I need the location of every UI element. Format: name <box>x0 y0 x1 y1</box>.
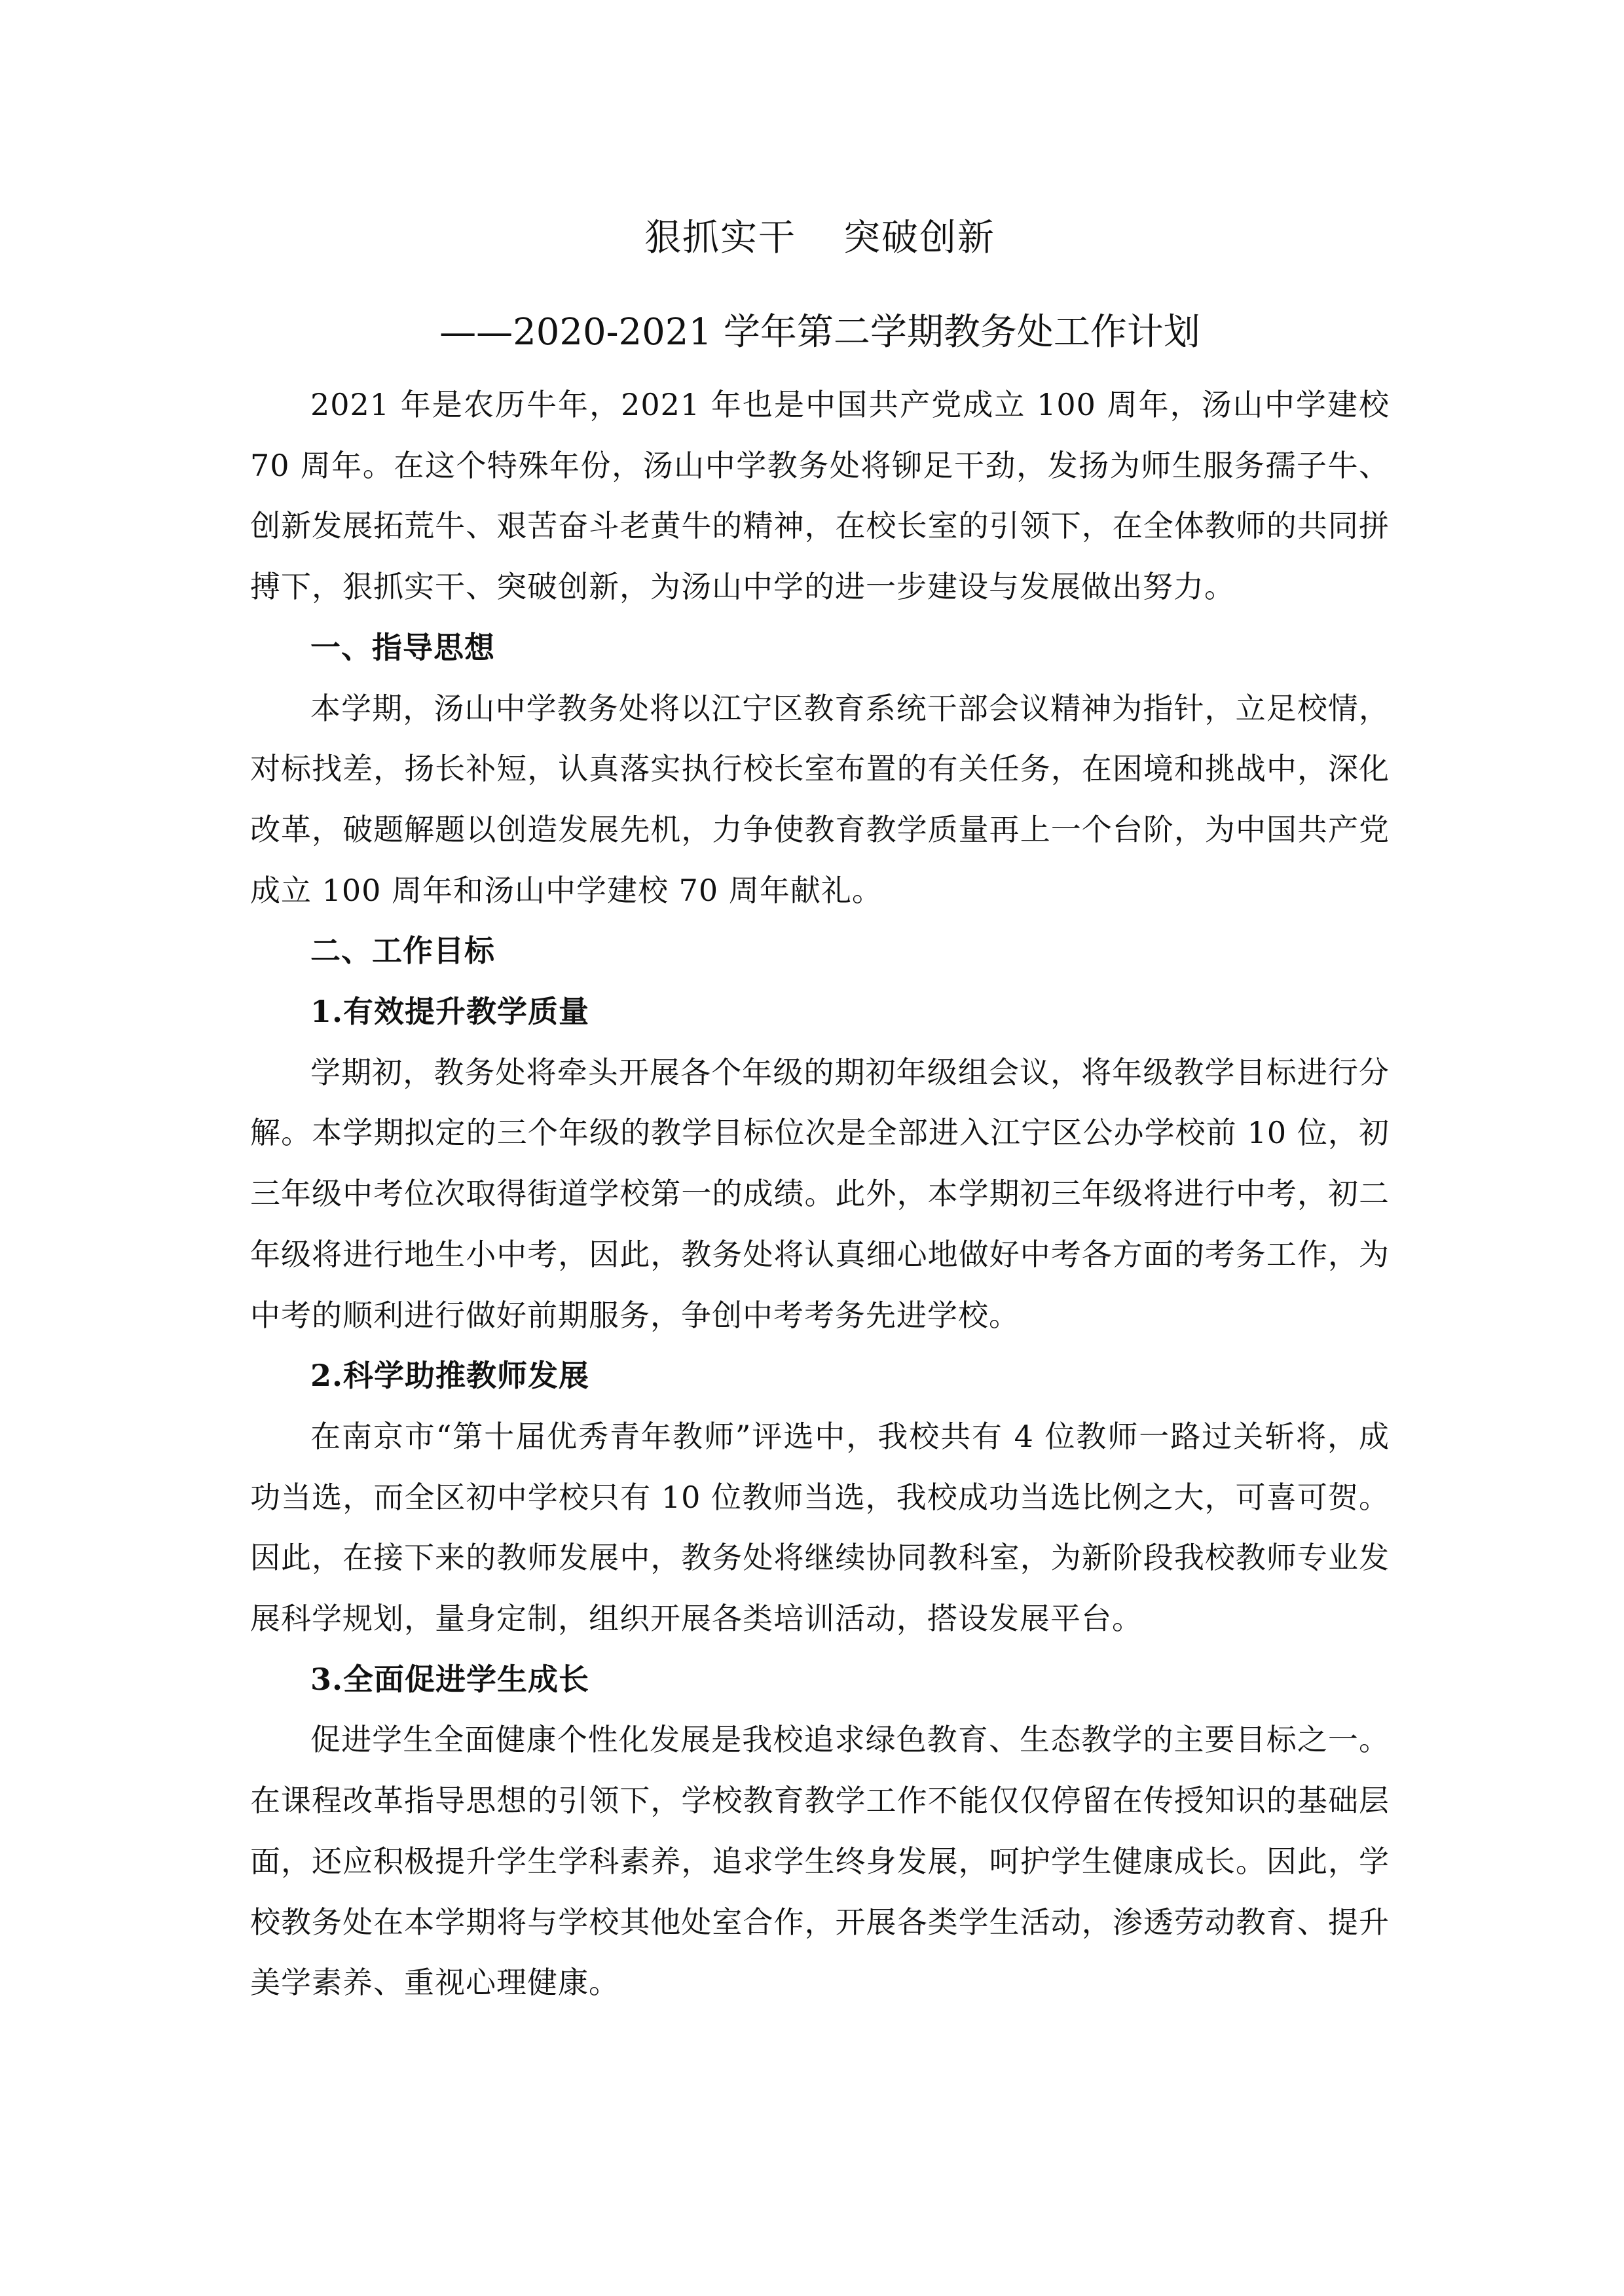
title-part-1: 狠抓实干 <box>644 217 796 259</box>
document-subtitle: ——2020-2021 学年第二学期教务处工作计划 <box>439 311 1200 354</box>
goal-3-paragraph: 促进学生全面健康个性化发展是我校追求绿色教育、生态教学的主要目标之一。在课程改革指导思想的引领下，学校教育教学工作不能仅仅停留在传授知识的基础层面，还应积极提升学生学科素养，追求学生终身发展，呵护学生健康成长。因此，学校教务处在本学期将与学校其他处室合作，开展各类学生活动，渗透劳动教育、提升美学素养、重视心理健康。 <box>250 1722 1390 2001</box>
subheading-goal-3: 3.全面促进学生成长 <box>310 1661 590 1697</box>
subheading-goal-1: 1.有效提升教学质量 <box>310 994 590 1030</box>
document-title <box>250 208 1390 268</box>
guiding-paragraph: 本学期，汤山中学教务处将以江宁区教育系统干部会议精神为指针，立足校情，对标找差，扬长补短，认真落实执行校长室布置的有关任务，在困境和挑战中，深化改革，破题解题以创造发展先机，力争使教育教学质量再上一个台阶，为中国共产党成立 100 周年和汤山中学建校 70 周年献礼。 <box>250 690 1390 908</box>
goal-1-paragraph: 学期初，教务处将牵头开展各个年级的期初年级组会议，将年级教学目标进行分解。本学期拟定的三个年级的教学目标位次是全部进入江宁区公办学校前 10 位，初三年级中考位次取得街道学校第一的成绩。此外，本学期初三年级将进行中考，初二年级将进行地生小中考，因此，教务处将认真细心地做好中考各方面的考务工作，为中考的顺利进行做好前期服务，争创中考考务先进学校。 <box>250 1054 1390 1333</box>
section-heading-goals: 二、工作目标 <box>310 933 495 969</box>
title-part-2: 突破创新 <box>843 217 995 259</box>
subheading-goal-2: 2.科学助推教师发展 <box>310 1358 590 1394</box>
goal-2-paragraph: 在南京市“第十届优秀青年教师”评选中，我校共有 4 位教师一路过关斩将，成功当选，而全区初中学校只有 10 位教师当选，我校成功当选比例之大，可喜可贺。因此，在接下来的教师发展中，教务处将继续协同教科室，为新阶段我校教师专业发展科学规划，量身定制，组织开展各类培训活动，搭设发展平台。 <box>250 1418 1390 1637</box>
document-content <box>250 208 1390 2013</box>
document-body <box>250 374 1390 2013</box>
section-heading-guiding: 一、指导思想 <box>310 629 495 665</box>
intro-paragraph: 2021 年是农历牛年，2021 年也是中国共产党成立 100 周年，汤山中学建校 70 周年。在这个特殊年份，汤山中学教务处将铆足干劲，发扬为师生服务孺子牛、创新发展拓荒牛、艰苦奋斗老黄牛的精神，在校长室的引领下，在全体教师的共同拼搏下，狠抓实干、突破创新，为汤山中学的进一步建设与发展做出努力。 <box>250 387 1390 605</box>
